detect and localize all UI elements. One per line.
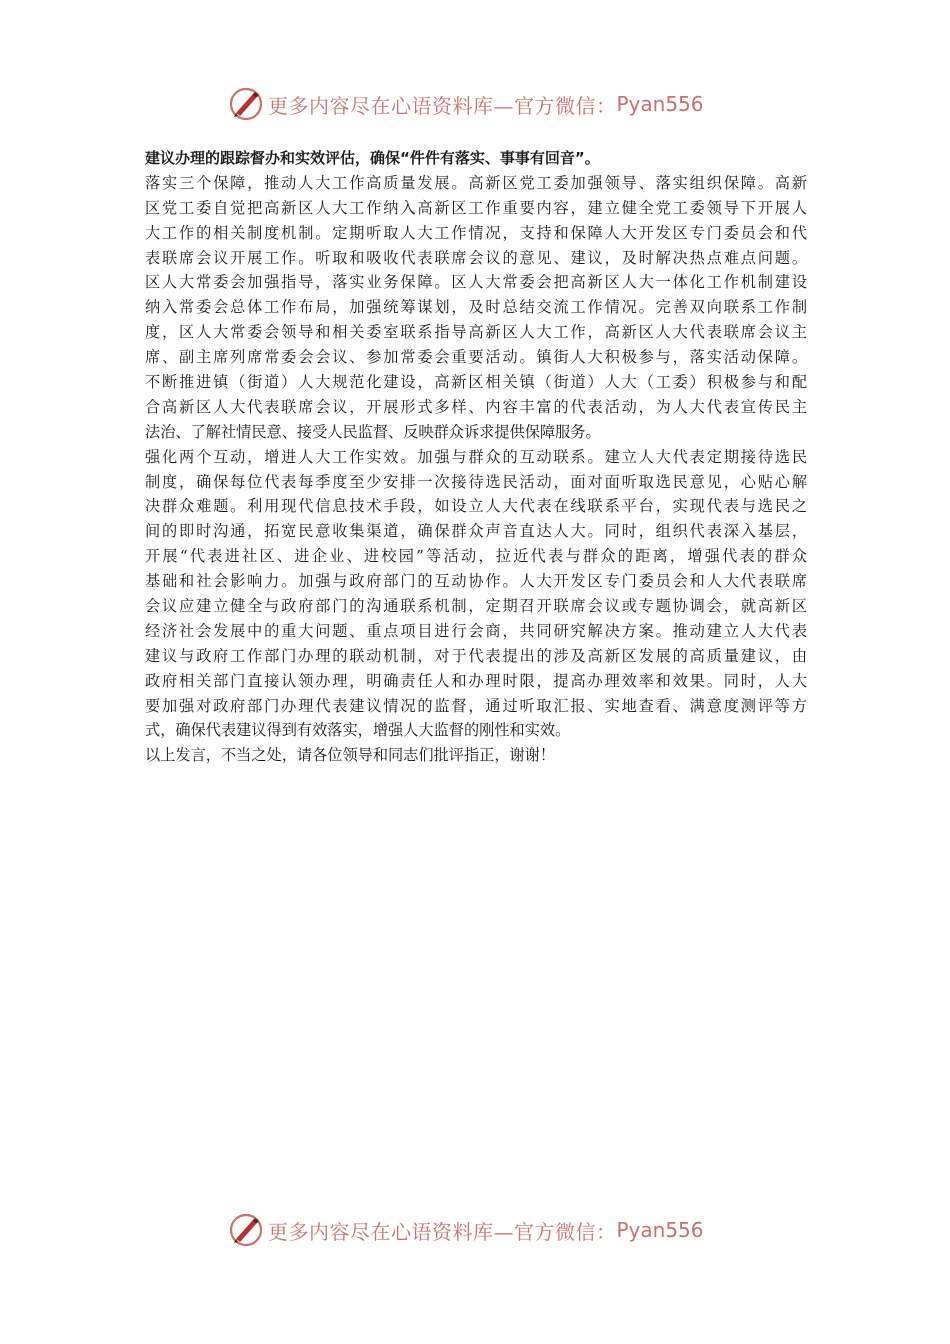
closing-line: 以上发言，不当之处，请各位领导和同志们批评指正，谢谢！ xyxy=(145,746,556,765)
text-line: 开展“代表进社区、进企业、进校园”等活动，拉近代表与群众的距离，增强代表的群众 xyxy=(145,547,807,566)
text-line: 建议办理的跟踪督办和实效评估，确保“件件有落实、事事有回音”。 xyxy=(145,149,600,167)
text-line: 间的即时沟通，拓宽民意收集渠道，确保群众声音直达人大。同时，组织代表深入基层， xyxy=(145,522,807,541)
watermark-wechat-id: Pyan556 xyxy=(616,1218,704,1242)
document-body xyxy=(145,146,807,768)
text-line: 要加强对政府部门办理代表建议情况的监督，通过听取汇报、实地查看、满意度测评等方 xyxy=(145,696,807,715)
text-line: 区党工委自觉把高新区人大工作纳入高新区工作重要内容，建立健全党工委领导下开展人 xyxy=(145,198,807,217)
pen-logo-icon xyxy=(228,86,264,122)
text-line: 法治、了解社情民意、接受人民监督、反映群众诉求提供保障服务。 xyxy=(145,422,601,441)
text-line: 强化两个互动，增进人大工作实效。加强与群众的互动联系。建立人大代表定期接待选民 xyxy=(145,447,807,466)
watermark-wechat-id: Pyan556 xyxy=(616,92,704,116)
watermark-text: 更多内容尽在心语资料库—官方微信： xyxy=(268,93,617,118)
text-line: 建议与政府工作部门办理的联动机制，对于代表提出的涉及高新区发展的高质量建议，由 xyxy=(145,646,807,665)
text-line: 决群众难题。利用现代信息技术手段，如设立人大代表在线联系平台，实现代表与选民之 xyxy=(145,497,807,516)
text-line: 会议应建立健全与政府部门的沟通联系机制，定期召开联席会议或专题协调会，就高新区 xyxy=(145,597,807,616)
text-line: 纳入常委会总体工作布局，加强统筹谋划，及时总结交流工作情况。完善双向联系工作制 xyxy=(145,298,807,317)
text-line: 区人大常委会加强指导，落实业务保障。区人大常委会把高新区人大一体化工作机制建设 xyxy=(145,273,807,292)
text-line: 经济社会发展中的重大问题、重点项目进行会商，共同研究解决方案。推动建立人大代表 xyxy=(145,621,807,640)
watermark-text: 更多内容尽在心语资料库—官方微信： xyxy=(268,1219,617,1244)
text-line: 大工作的相关制度机制。定期听取人大工作情况，支持和保障人大开发区专门委员会和代 xyxy=(145,223,807,242)
text-line: 政府相关部门直接认领办理，明确责任人和办理时限，提高办理效率和效果。同时，人大 xyxy=(145,671,807,690)
text-line: 席、副主席列席常委会会议、参加常委会重要活动。镇街人大积极参与，落实活动保障。 xyxy=(145,348,807,367)
text-line: 制度，确保每位代表每季度至少安排一次接待选民活动，面对面听取选民意见，心贴心解 xyxy=(145,472,807,491)
pen-logo-icon xyxy=(228,1212,264,1248)
text-line: 式，确保代表建议得到有效落实，增强人大监督的刚性和实效。 xyxy=(145,721,571,740)
text-line: 合高新区人大代表联席会议，开展形式多样、内容丰富的代表活动，为人大代表宣传民主 xyxy=(145,397,807,416)
text-line: 度，区人大常委会领导和相关委室联系指导高新区人大工作，高新区人大代表联席会议主 xyxy=(145,323,807,342)
footer-watermark xyxy=(228,1210,704,1250)
text-line: 表联席会议开展工作。听取和吸收代表联席会议的意见、建议，及时解决热点难点问题。 xyxy=(145,248,807,267)
text-line: 落实三个保障，推动人大工作高质量发展。高新区党工委加强领导、落实组织保障。高新 xyxy=(145,173,807,192)
text-line: 基础和社会影响力。加强与政府部门的互动协作。人大开发区专门委员会和人大代表联席 xyxy=(145,572,807,591)
header-watermark xyxy=(228,84,704,124)
text-line: 不断推进镇（街道）人大规范化建设，高新区相关镇（街道）人大（工委）积极参与和配 xyxy=(145,373,807,392)
